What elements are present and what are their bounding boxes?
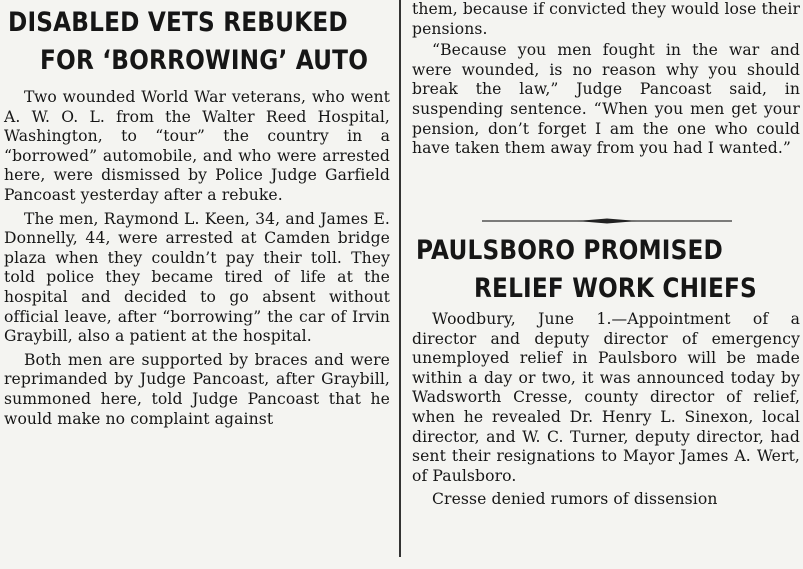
- article-paragraph: Both men are supported by braces and were reprimanded by Judge Pancoast, after Graybill, summoned here, told Judge Pancoast that he would make no complaint against: [4, 350, 390, 428]
- column-divider-rule: [399, 0, 401, 557]
- continued-paragraph: them, because if convicted they would lose their pensions.: [412, 0, 800, 38]
- headline-disabled-vets: [4, 4, 390, 78]
- section-separator-dash: [482, 218, 732, 224]
- article-paragraph: The men, Raymond L. Keen, 34, and James E. Donnelly, 44, were arrested at Camden bridge plaza when they couldn’t pay their toll. They told police they became tired of life at the hospital and decided to go absent without official leave, after “borrowing” the car of Irvin Graybill, also a patient at the hospital.: [4, 209, 390, 346]
- article-paragraph: Two wounded World War veterans, who went A. W. O. L. from the Walter Reed Hospital, Washington, to “tour” the country in a “borrowed” automobile, and who were arrested here, were dismissed by Police Judge Garfield Pancoast yesterday after a rebuke.: [4, 88, 390, 204]
- headline-paulsboro: [412, 232, 800, 308]
- headline-line-2: FOR ‘BORROWING’ AUTO: [40, 45, 369, 76]
- continued-paragraph: “Because you men fought in the war and were wounded, is no reason why you should break the law,” Judge Pancoast said, in suspending sentence. “When you men get your pension, don’t forget I am the one who could have taken them away from you had I wanted.”: [412, 41, 800, 158]
- headline-line-2: RELIEF WORK CHIEFS: [474, 273, 757, 304]
- article-paragraph: Woodbury, June 1.—Appointment of a director and deputy director of emergency unemployed relief in Paulsboro will be made within a day or two, it was announced today by Wadsworth Cresse, county director of relief, when he revealed Dr. Henry L. Sinexon, local director, and W. C. Turner, deputy director, had sent their resignations to Mayor James A. Wert, of Paulsboro.: [412, 310, 800, 485]
- headline-line-1: DISABLED VETS REBUKED: [8, 7, 348, 38]
- article-right-column: [412, 0, 800, 569]
- article-left-column: [4, 0, 390, 569]
- article-paragraph: Cresse denied rumors of dissension: [432, 490, 718, 509]
- headline-line-1: PAULSBORO PROMISED: [416, 235, 724, 266]
